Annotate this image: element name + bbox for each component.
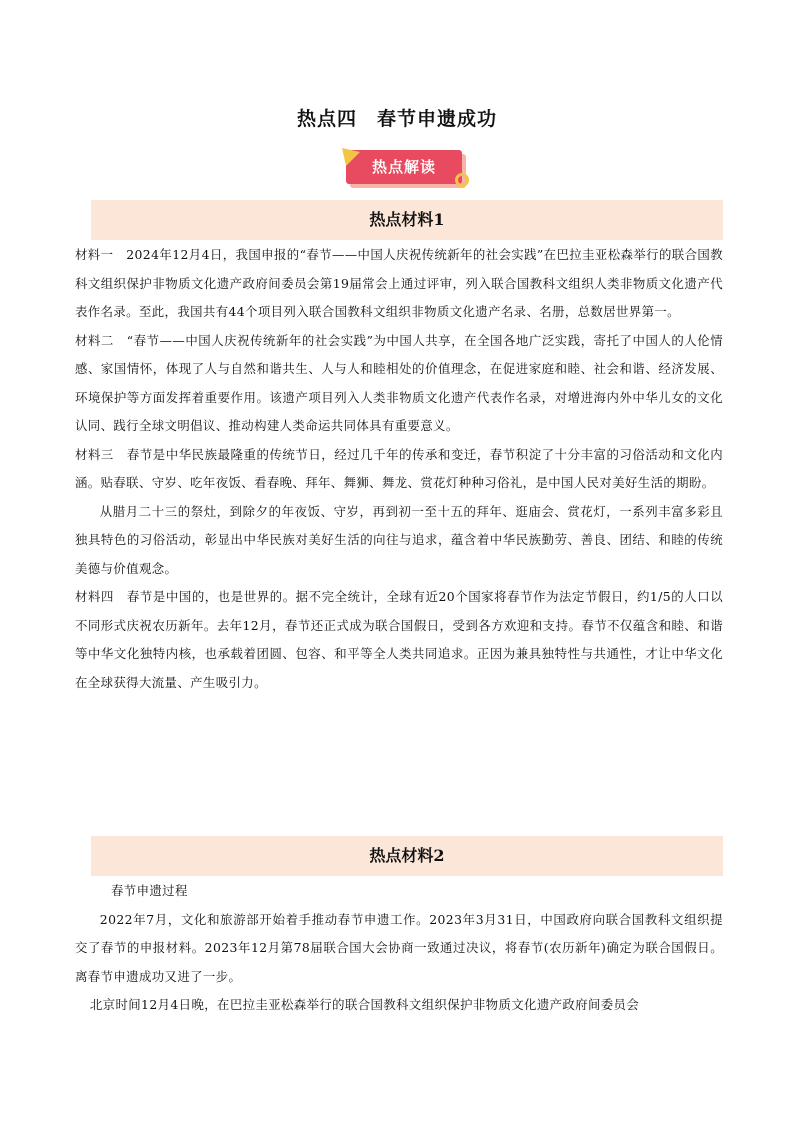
material-paragraph: 材料二 “春节——中国人庆祝传统新年的社会实践”为中国人共享，在全国各地广泛实践，寄托了中国人的人伦情感、家国情怀，体现了人与自然和谐共生、人与人和睦相处的价值理念，在促进家庭和睦、社会和谐、经济发展、环境保护等方面发挥着重要作用。该遗产项目列入人类非物质文化遗产代表作名录，对增进海内外中华儿女的文化认同、践行全球文明倡议、推动构建人类命运共同体具有重要意义。 — [75, 332, 723, 433]
section-heading-2: 热点材料2 — [91, 836, 723, 876]
section-body-1 — [75, 241, 723, 697]
section-body-2 — [75, 877, 723, 1020]
section-heading-1: 热点材料1 — [91, 200, 723, 240]
page-title: 热点四 春节申遗成功 — [296, 108, 497, 130]
hot-topic-badge — [340, 146, 470, 192]
badge-label: 热点解读 — [371, 158, 436, 176]
material-paragraph: 北京时间12月4日晚，在巴拉圭亚松森举行的联合国教科文组织保护非物质文化遗产政府间委员会 — [89, 997, 640, 1012]
material-paragraph: 2022年7月，文化和旅游部开始着手推动春节申遗工作。2023年3月31日，中国政府向联合国教科文组织提交了春节的申报材料。2023年12月第78届联合国大会协商一致通过决议，将春节(农历新年)确定为联合国假日。离春节申遗成功又进了一步。 — [75, 911, 723, 984]
subsection-title: 春节申遗过程 — [111, 883, 188, 898]
ring-icon — [454, 172, 470, 188]
material-paragraph: 材料一 2024年12月4日，我国申报的“春节——中国人庆祝传统新年的社会实践”在巴拉圭亚松森举行的联合国教科文组织保护非物质文化遗产政府间委员会第19届常会上通过评审，列入联合国教科文组织人类非物质文化遗产代表作名录。至此，我国共有44个项目列入联合国教科文组织非物质文化遗产名录、名册，总数居世界第一。 — [75, 247, 723, 319]
material-paragraph: 材料四 春节是中国的，也是世界的。据不完全统计，全球有近20个国家将春节作为法定节假日，约1/5的人口以不同形式庆祝农历新年。去年12月，春节还正式成为联合国假日，受到各方欢迎和支持。春节不仅蕴含和睦、和谐等中华文化独特内核，也承载着团圆、包容、和平等全人类共同追求。正因为兼具独特性与共通性，才让中华文化在全球获得大流量、产生吸引力。 — [75, 589, 723, 690]
material-paragraph: 材料三 春节是中华民族最隆重的传统节日，经过几千年的传承和变迁，春节积淀了十分丰富的习俗活动和文化内涵。贴春联、守岁、吃年夜饭、看春晚、拜年、舞狮、舞龙、赏花灯种种习俗礼，是中国人民对美好生活的期盼。 — [75, 446, 723, 490]
material-paragraph: 从腊月二十三的祭灶，到除夕的年夜饭、守岁，再到初一至十五的拜年、逛庙会、赏花灯，一系列丰富多彩且独具特色的习俗活动，彰显出中华民族对美好生活的向往与追求，蕴含着中华民族勤劳、善良、团结、和睦的传统美德与价值观念。 — [75, 503, 723, 576]
